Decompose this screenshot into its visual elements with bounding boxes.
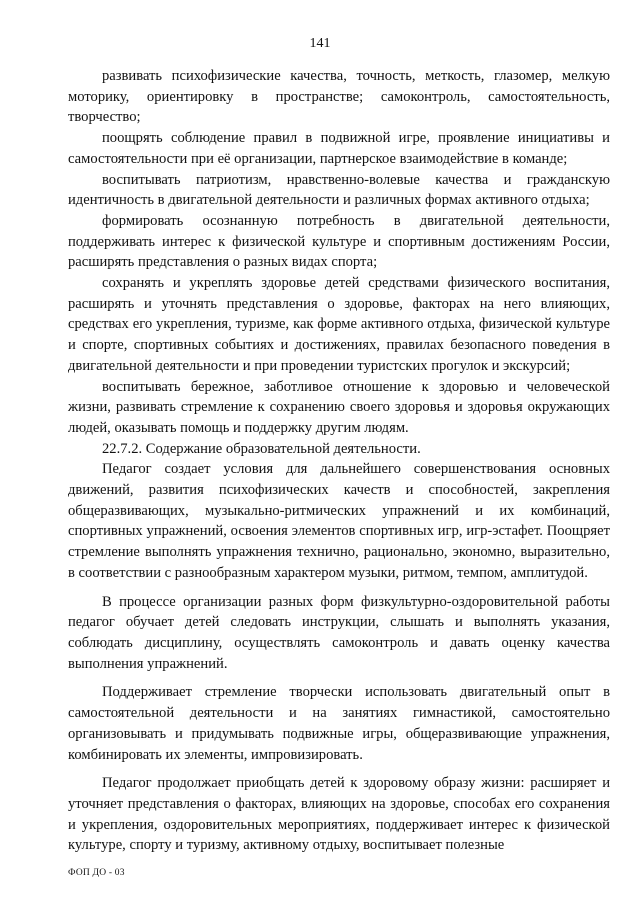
- paragraph-healthy-lifestyle: Педагог продолжает приобщать детей к здоровому образу жизни: расширяет и уточняет представления о факторах, влияющих на здоровье, способах его сохранения и укрепления, оздоровительных мероприятиях, поддерживает интерес к физической культуре, спорту и туризму, активному отдыху, воспитывает полезные: [68, 775, 610, 854]
- page-number: 141: [309, 36, 331, 51]
- paragraph-patriotism: воспитывать патриотизм, нравственно-волевые качества и гражданскую идентичность в двигательной деятельности и различных формах активного отдыха;: [68, 171, 610, 209]
- paragraph-conditions: Педагог создает условия для дальнейшего совершенствования основных движений, развития психофизических качеств и способностей, закрепления общеразвивающих, музыкально-ритмических упражнений и их комбинаций, спортивных упражнений, освоения элементов спортивных игр, игр-эстафет. Поощряет стремление выполнять упражнения технично, рационально, экономно, выразительно, в соответствии с разнообразным характером музыки, ритмом, темпом, амплитудой.: [68, 461, 610, 581]
- paragraph-psychophysical: развивать психофизические качества, точность, меткость, глазомер, мелкую моторику, ориентировку в пространстве; самоконтроль, самостоятельность, творчество;: [68, 68, 610, 126]
- paragraph-organization: В процессе организации разных форм физкультурно-оздоровительной работы педагог обучает детей следовать инструкции, слышать и выполнять указания, соблюдать дисциплину, осуществлять самоконтроль и давать оценку качества выполнения упражнений.: [68, 593, 610, 672]
- paragraph-motor-need: формировать осознанную потребность в двигательной деятельности, поддерживать интерес к физической культуре и спортивным достижениям России, расширять представления о разных видах спорта;: [68, 212, 610, 271]
- section-heading: 22.7.2. Содержание образовательной деятельности.: [102, 440, 421, 457]
- paragraph-care: воспитывать бережное, заботливое отношение к здоровью и человеческой жизни, развивать стремление к сохранению своего здоровья и здоровья окружающих людей, оказывать помощь и поддержку другим людям.: [68, 378, 610, 436]
- paragraph-health: сохранять и укреплять здоровье детей средствами физического воспитания, расширять и уточнять представления о здоровье, факторах на него влияющих, средствах его укрепления, туризме, как форме активного отдыха, физической культуре и спорте, спортивных событиях и достижениях, правилах безопасного поведения в двигательной деятельности и при проведении туристских прогулок и экскурсий;: [68, 275, 610, 374]
- paragraph-creativity: Поддерживает стремление творчески использовать двигательный опыт в самостоятельной деятельности и на занятиях гимнастикой, самостоятельно организовывать и придумывать подвижные игры, общеразвивающие упражнения, комбинировать их элементы, импровизировать.: [68, 684, 610, 763]
- page-footer: ФОП ДО - 03: [68, 868, 125, 878]
- document-body: [68, 66, 610, 856]
- paragraph-game-rules: поощрять соблюдение правил в подвижной игре, проявление инициативы и самостоятельности при её организации, партнерское взаимодействие в команде;: [68, 130, 610, 167]
